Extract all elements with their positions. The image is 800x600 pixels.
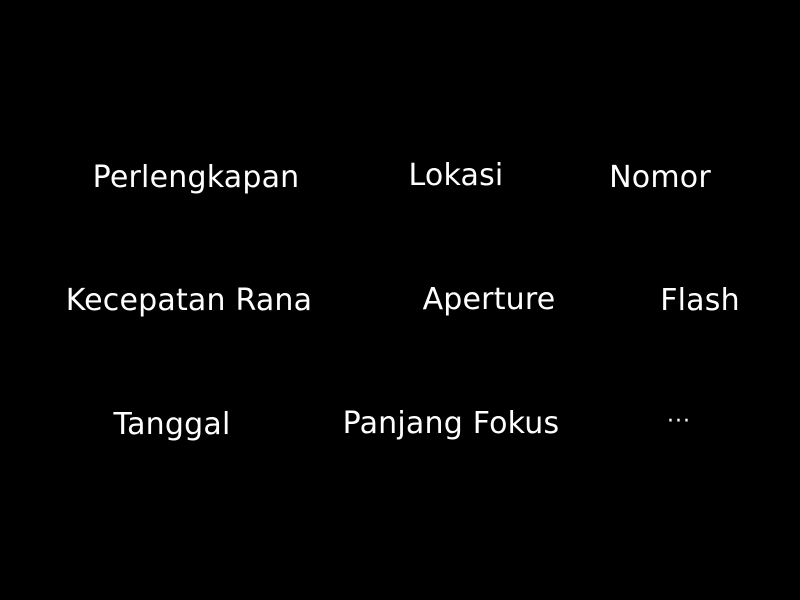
- option-date[interactable]: Tanggal: [113, 407, 231, 442]
- option-number[interactable]: Nomor: [609, 160, 711, 195]
- option-focal-length[interactable]: Panjang Fokus: [342, 406, 560, 441]
- option-equipment[interactable]: Perlengkapan: [92, 160, 300, 195]
- option-shutter-speed[interactable]: Kecepatan Rana: [65, 283, 313, 318]
- more-options-ellipsis-icon[interactable]: ···: [667, 409, 691, 434]
- option-aperture[interactable]: Aperture: [422, 282, 556, 317]
- option-flash[interactable]: Flash: [660, 283, 740, 318]
- option-location[interactable]: Lokasi: [408, 158, 504, 193]
